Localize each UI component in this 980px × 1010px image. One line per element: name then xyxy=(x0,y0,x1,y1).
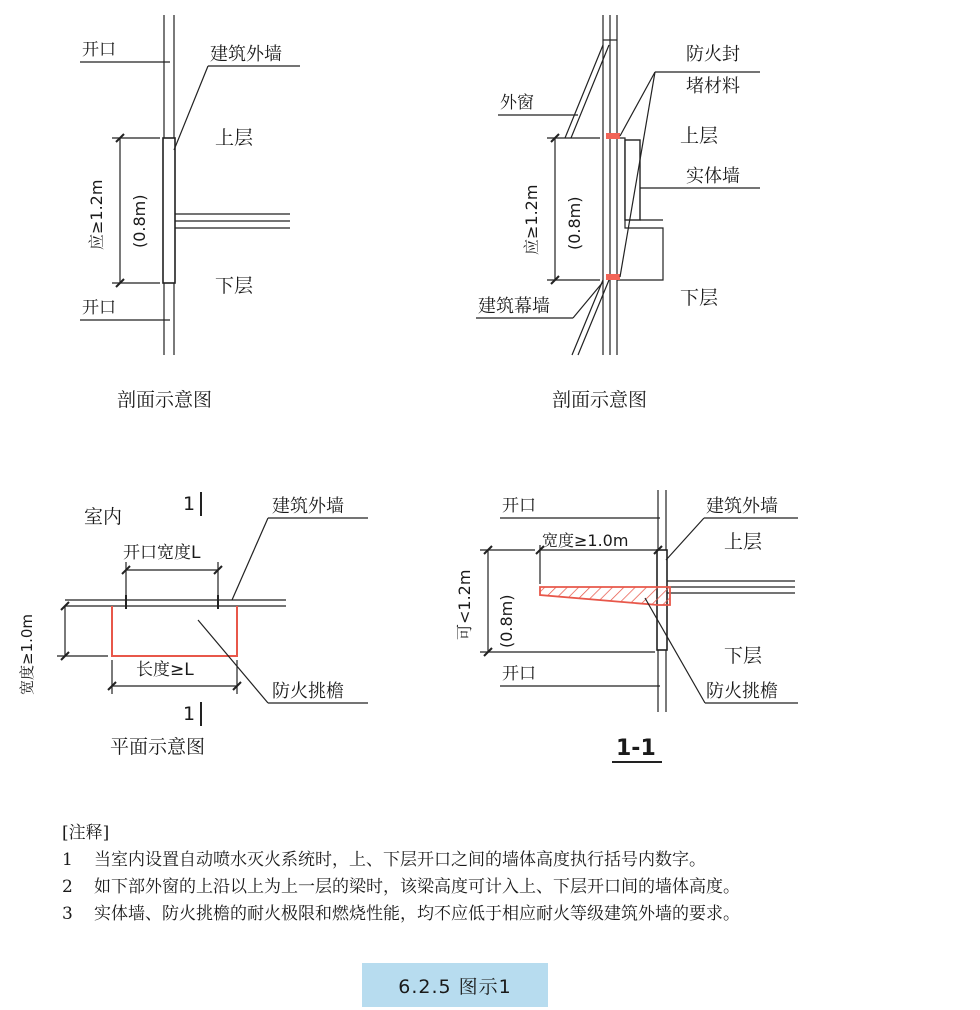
fig2-solid-wall-label: 实体墙 xyxy=(686,166,740,187)
fig3-exterior-wall-label: 建筑外墙 xyxy=(272,496,344,517)
fig2-lower-floor-label: 下层 xyxy=(680,287,719,309)
fig3-indoor-label: 室内 xyxy=(84,506,123,528)
notes-heading: [注释] xyxy=(62,823,110,843)
fig1-exterior-wall-label: 建筑外墙 xyxy=(210,44,282,65)
fig1-dimension-requirement: 应≥1.2m xyxy=(87,179,106,250)
note-item xyxy=(62,874,972,901)
fig1-opening-top-label: 开口 xyxy=(82,40,116,60)
fig1-dimension-alternate: (0.8m) xyxy=(130,194,149,248)
figure-4-section-1-1 xyxy=(455,490,798,762)
note-number: 1 xyxy=(62,850,73,870)
fig3-caption: 平面示意图 xyxy=(110,736,206,758)
fig3-section-mark-bottom: 1 xyxy=(183,703,196,725)
figure-2-section-curtain-wall xyxy=(476,15,760,411)
fig3-length-requirement: 长度≥L xyxy=(136,660,194,680)
note-item xyxy=(62,901,972,928)
fig2-dimension-alternate: (0.8m) xyxy=(565,196,584,250)
fig3-canopy-label: 防火挑檐 xyxy=(272,681,344,702)
fig4-exterior-wall-label: 建筑外墙 xyxy=(706,496,778,517)
fig2-dimension-requirement: 应≥1.2m xyxy=(522,184,541,255)
figure-number-badge: 6.2.5 图示1 xyxy=(362,963,548,1007)
note-number: 3 xyxy=(62,904,73,924)
fig1-caption: 剖面示意图 xyxy=(117,389,213,411)
fig4-width-requirement: 宽度≥1.0m xyxy=(542,531,629,550)
fig4-dimension-alternate: (0.8m) xyxy=(497,594,516,648)
fig3-opening-width-label: 开口宽度L xyxy=(123,543,201,563)
note-text: 实体墙、防火挑檐的耐火极限和燃烧性能，均不应低于相应耐火等级建筑外墙的要求。 xyxy=(94,904,740,924)
fig2-firestop-label-line1: 防火封 xyxy=(686,44,740,65)
fig4-opening-top-label: 开口 xyxy=(502,496,536,516)
fig2-firestop-label-line2: 堵材料 xyxy=(686,76,740,97)
fig4-caption: 1-1 xyxy=(616,736,656,761)
fig2-upper-floor-label: 上层 xyxy=(680,125,719,147)
note-number: 2 xyxy=(62,877,73,897)
fig4-opening-bottom-label: 开口 xyxy=(502,664,536,684)
fig1-upper-floor-label: 上层 xyxy=(215,127,254,149)
fig2-curtain-wall-label: 建筑幕墙 xyxy=(478,296,550,317)
fig1-lower-floor-label: 下层 xyxy=(215,275,254,297)
fig4-canopy-label: 防火挑檐 xyxy=(706,681,778,702)
notes-section xyxy=(62,820,972,928)
fig3-width-requirement: 宽度≥1.0m xyxy=(18,613,36,695)
fig4-upper-floor-label: 上层 xyxy=(724,531,763,553)
note-text: 当室内设置自动喷水灭火系统时，上、下层开口之间的墙体高度执行括号内数字。 xyxy=(94,850,706,870)
fig2-window-label: 外窗 xyxy=(500,93,534,113)
figure-3-plan xyxy=(18,492,368,758)
fig4-lower-floor-label: 下层 xyxy=(724,645,763,667)
note-item xyxy=(62,847,972,874)
note-text: 如下部外窗的上沿以上为上一层的梁时，该梁高度可计入上、下层开口间的墙体高度。 xyxy=(94,877,740,897)
fig3-section-mark-top: 1 xyxy=(183,493,196,515)
fig1-opening-bottom-label: 开口 xyxy=(82,298,116,318)
fig4-dimension-requirement: 可<1.2m xyxy=(455,569,474,640)
fig2-caption: 剖面示意图 xyxy=(552,389,648,411)
figure-1-section-exterior-wall xyxy=(80,15,300,411)
